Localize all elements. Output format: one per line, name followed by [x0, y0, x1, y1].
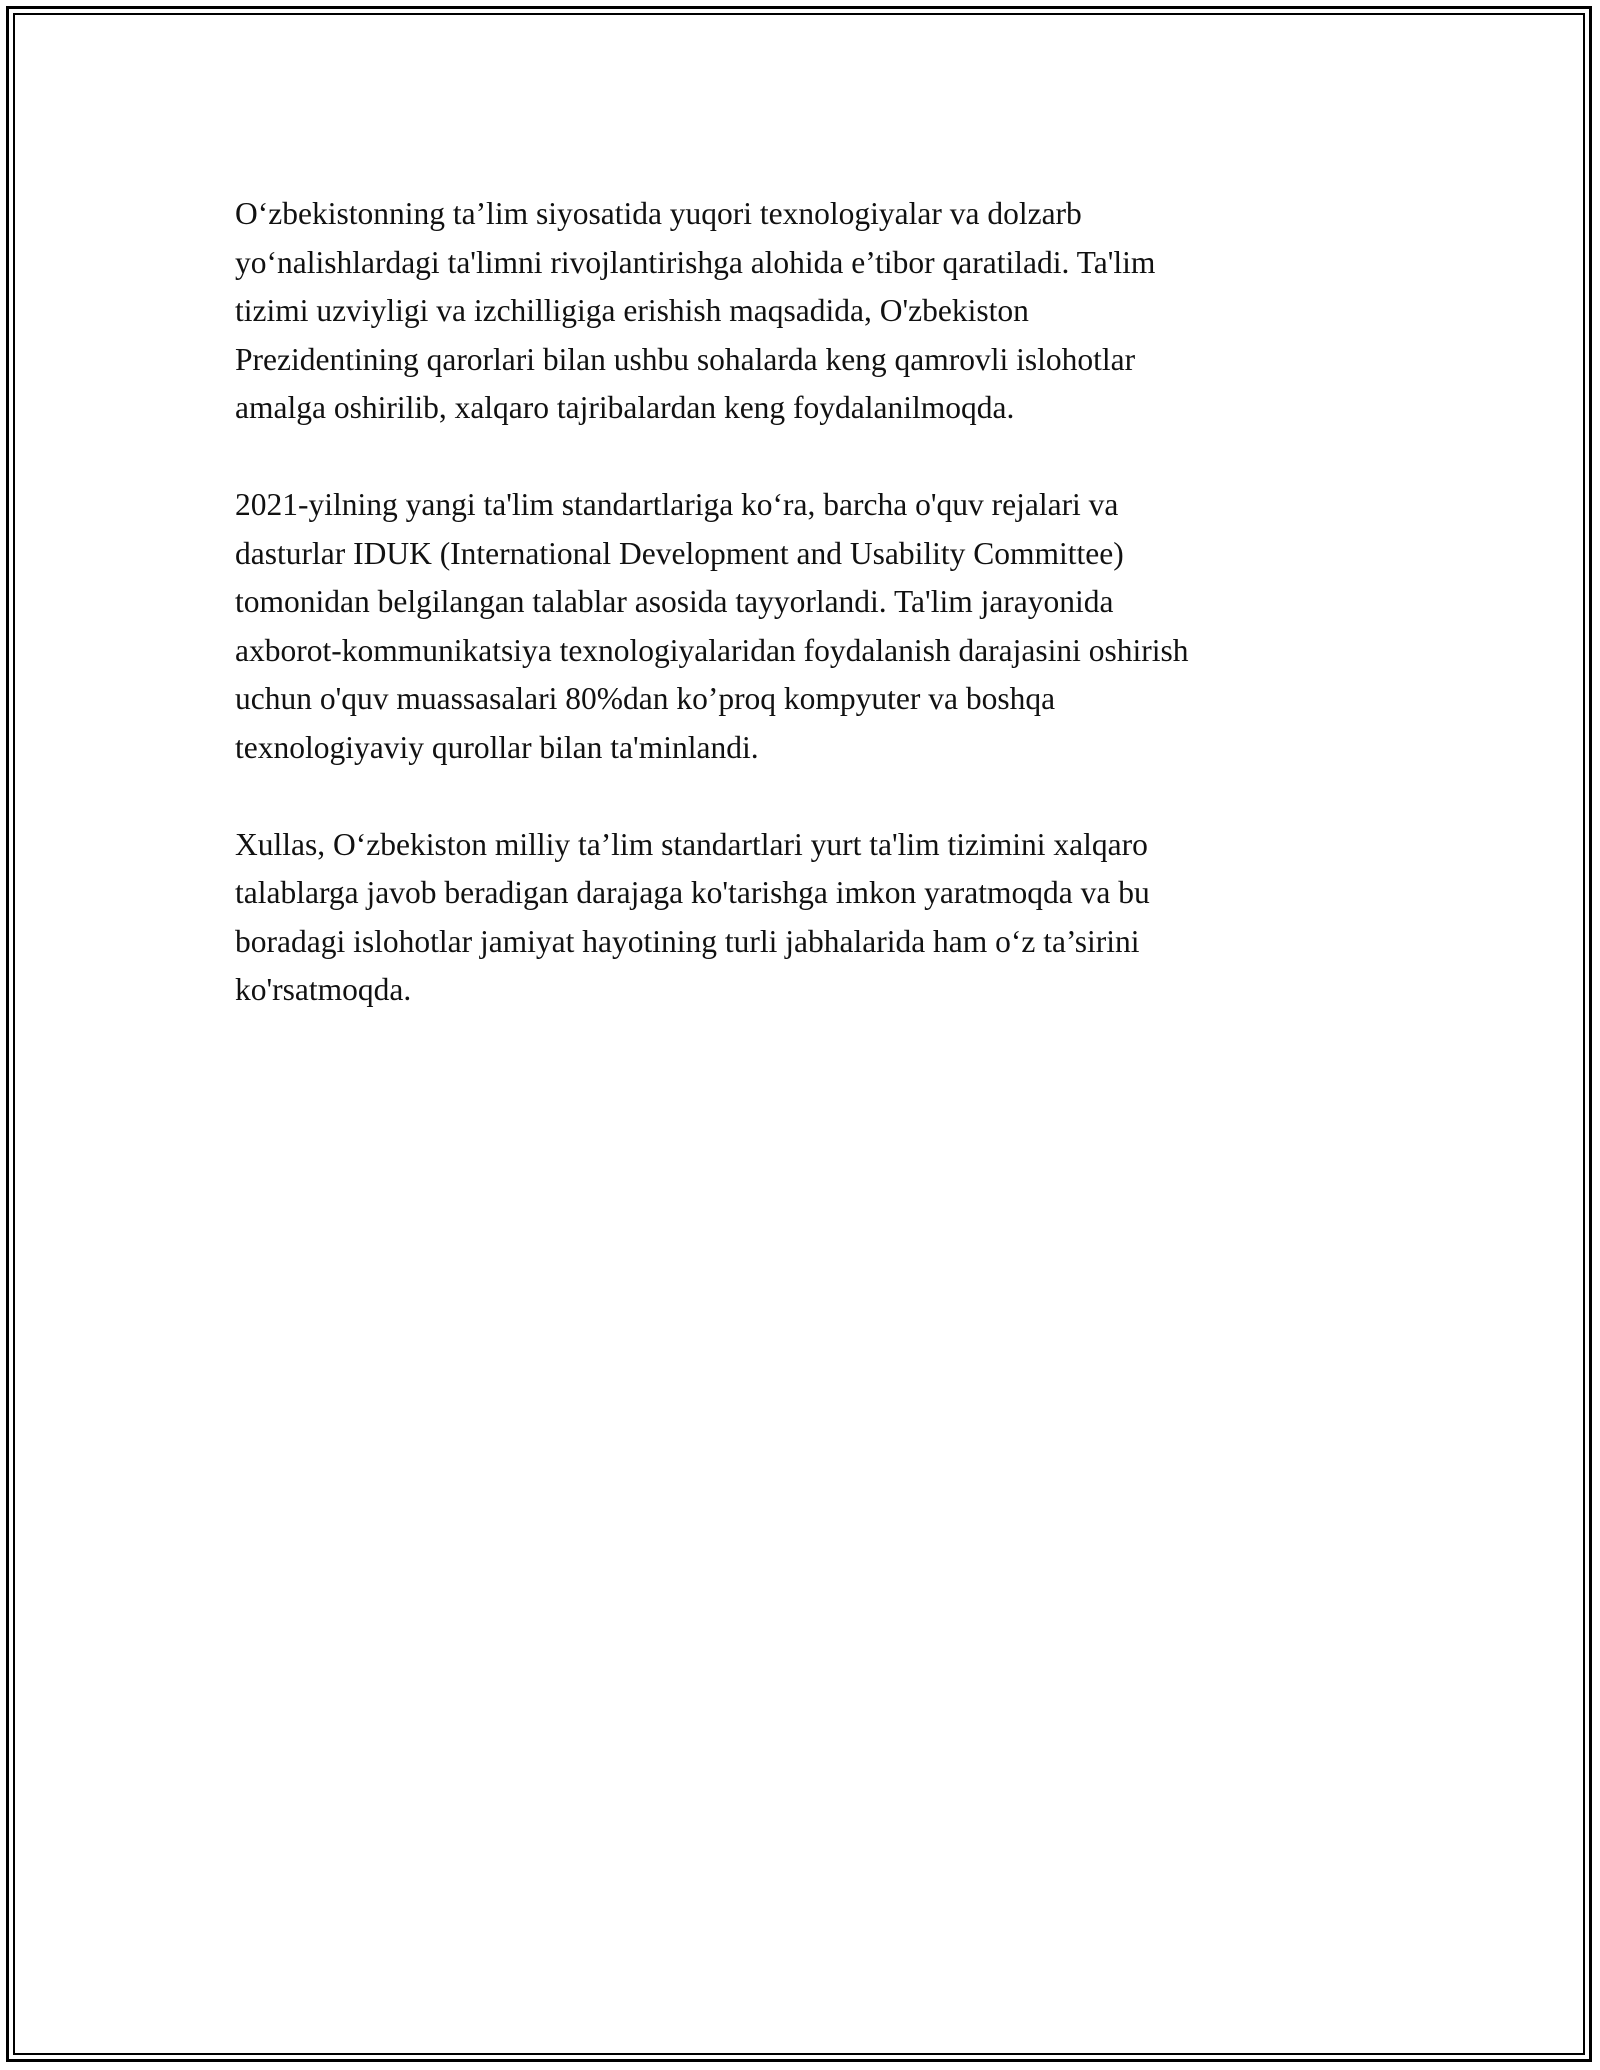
paragraph-1 [235, 190, 1355, 433]
text-line: axborot-kommunikatsiya texnologiyalaridan foydalanish darajasini oshirish [235, 632, 1189, 668]
text-line: tizimi uzviyligi va izchilligiga erishish maqsadida, O'zbekiston [235, 293, 1029, 328]
document-body [235, 190, 1355, 1063]
text-line: O‘zbekistonning ta’lim siyosatida yuqori texnologiyalar va dolzarb [235, 196, 1082, 231]
paragraph-2 [235, 481, 1355, 772]
text-line: dasturlar IDUK (International Development and Usability Committee) [235, 535, 1124, 571]
text-line: Prezidentining qarorlari bilan ushbu sohalarda keng qamrovli islohotlar [235, 341, 1136, 377]
text-line: 2021-yilning yangi ta'lim standartlariga ko‘ra, barcha o'quv rejalari va [235, 487, 1119, 522]
text-line: ko'rsatmoqda. [235, 972, 412, 1007]
text-line: Xullas, O‘zbekiston milliy ta’lim standartlari yurt ta'lim tizimini xalqaro [235, 826, 1148, 862]
text-line: yo‘nalishlardagi ta'limni rivojlantirishga alohida e’tibor qaratiladi. Ta'lim [235, 244, 1156, 280]
text-line: talablarga javob beradigan darajaga ko'tarishga imkon yaratmoqda va bu [235, 875, 1150, 910]
text-line: tomonidan belgilangan talablar asosida tayyorlandi. Ta'lim jarayonida [235, 584, 1114, 619]
text-line: boradagi islohotlar jamiyat hayotining turli jabhalarida ham o‘z ta’sirini [235, 923, 1140, 959]
text-line: uchun o'quv muassasalari 80%dan ko’proq kompyuter va boshqa [235, 681, 1056, 716]
paragraph-3 [235, 821, 1355, 1015]
text-line: amalga oshirilib, xalqaro tajribalardan keng foydalanilmoqda. [235, 390, 1015, 425]
text-line: texnologiyaviy qurollar bilan ta'minlandi. [235, 729, 759, 765]
